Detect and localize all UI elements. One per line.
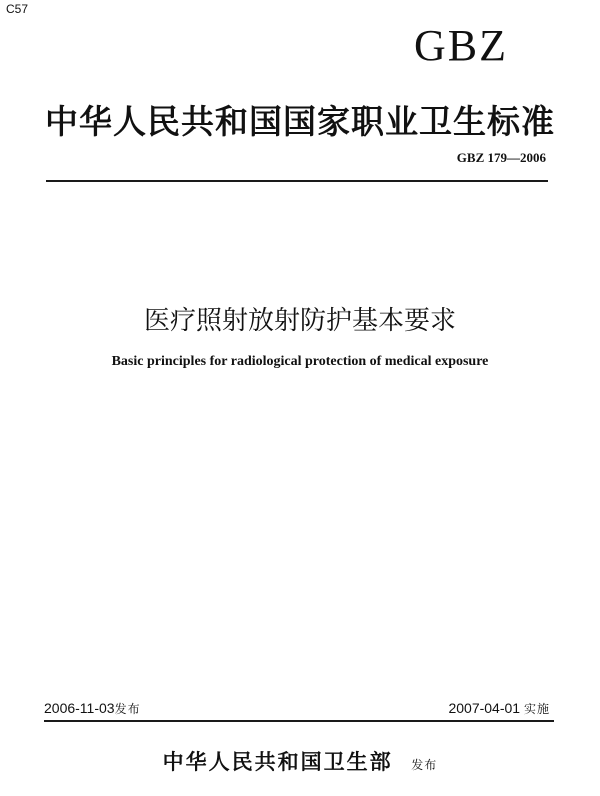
standard-mark: GBZ [414,21,508,70]
publisher-name: 中华人民共和国卫生部 [162,749,393,774]
standard-code: GBZ 179—2006 [456,150,546,165]
top-divider [46,180,548,182]
document-title-english: Basic principles for radiological protection of medical exposure [111,354,489,369]
implement-date-block [448,700,550,717]
publisher-line [0,746,600,776]
implement-label: 实施 [523,702,550,716]
issue-date-block [44,700,141,717]
ccs-classification: C57 [6,2,29,16]
standard-category-heading: 中华人民共和国国家职业卫生标准 [45,102,555,141]
document-title-chinese: 医疗照射放射防护基本要求 [143,306,456,336]
issue-label: 发布 [114,702,141,716]
issue-date: 2006-11-03 [44,700,115,716]
publisher-label: 发布 [411,758,438,772]
bottom-divider [44,720,554,722]
implement-date: 2007-04-01 [448,700,521,716]
